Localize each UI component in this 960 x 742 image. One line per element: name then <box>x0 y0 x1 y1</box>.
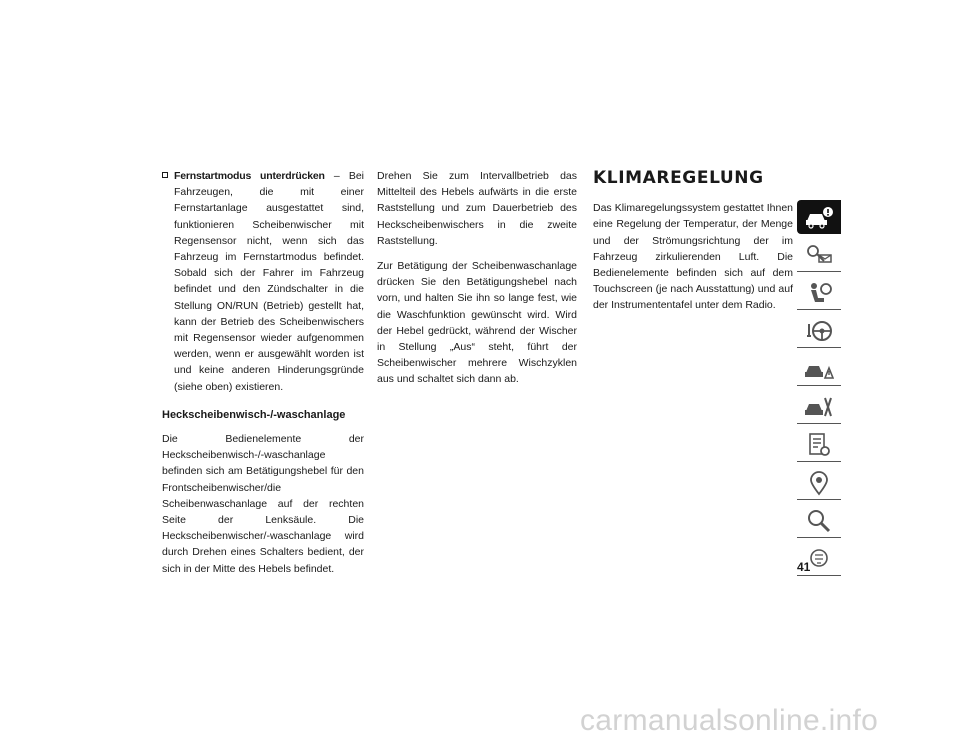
watermark-text: carmanualsonline.info <box>580 704 879 737</box>
subheading-rear-wiper: Heckscheibenwisch-/-waschanlage <box>162 408 346 421</box>
left-column <box>162 168 364 586</box>
section-heading-climate: KLIMAREGELUNG <box>593 168 764 188</box>
chapter-tabs <box>797 200 841 580</box>
search-icon <box>804 508 834 534</box>
checkbox-bullet-icon <box>162 172 168 178</box>
tab-safety[interactable] <box>797 276 841 310</box>
tab-driving[interactable] <box>797 314 841 348</box>
bullet-remote-start <box>162 168 364 395</box>
tab-vehicle-info[interactable] <box>797 200 841 234</box>
climate-paragraph: Das Klimaregelungssystem gestattet Ihnen eine Regelung der Temperatur, der Menge und der Strömungsrichtung der im Fahrzeug zirkulierenden Luft. Die Bedienelemente befinden sich auf dem Touchscreen (je nach Ausstattung) und auf der Instrumententafel unter dem Radio. <box>593 202 793 312</box>
bullet-keyword: Fernstartmodus unterdrücken <box>174 170 325 182</box>
tab-multimedia[interactable] <box>797 466 841 500</box>
tab-specs[interactable] <box>797 428 841 462</box>
car-keys-icon <box>804 242 834 268</box>
page-number: 41 <box>797 560 811 574</box>
steering-wheel-icon <box>804 318 834 344</box>
seat-airbag-icon <box>804 280 834 306</box>
map-pin-icon <box>804 470 834 496</box>
checklist-gear-icon <box>804 432 834 458</box>
right-column <box>593 166 793 323</box>
car-tools-icon <box>804 394 834 420</box>
washer-paragraph: Zur Betätigung der Scheibenwaschanlage drücken Sie den Betätigungshebel nach vorn, und halten Sie ihn so lange fest, wie die Waschfunktion gewünscht wird. Wird der Hebel gedrückt, während der Wischer in Stellung „Aus“ steht, führt der Scheibenwischer mehrere Wischzyklen aus und schaltet sich dann ab. <box>377 260 577 386</box>
tab-emergency[interactable] <box>797 352 841 386</box>
car-info-icon <box>804 204 834 230</box>
rear-wiper-paragraph: Die Bedienelemente der Heckscheibenwisch-/-waschanlage befinden sich am Betätigungshebel für den Frontscheibenwischer/die Scheibenwaschanlage auf der rechten Seite der Lenksäule. Die Heckscheibenwischer/-waschanlage wird durch Drehen eines Schalters bedient, der sich in der Mitte des Hebels befindet. <box>162 433 364 575</box>
tab-keys[interactable] <box>797 238 841 272</box>
tab-search[interactable] <box>797 504 841 538</box>
middle-column <box>377 168 577 397</box>
car-warning-icon <box>804 356 834 382</box>
interval-paragraph: Drehen Sie zum Intervallbetrieb das Mittelteil des Hebels aufwärts in die erste Raststellung und zum Dauerbetrieb des Heckscheibenwischers in die zweite Raststellung. <box>377 170 577 247</box>
bullet-text: – Bei Fahrzeugen, die mit einer Fernstartanlage ausgestattet sind, funktionieren Scheibenwischer mit Regensensor nicht, wenn sich das Fahrzeug im Fernstartmodus befindet. Sobald sich der Fahrer im Fahrzeug befindet und den Zündschalter in die Stellung ON/RUN (Betrieb) gestellt hat, kann der Betrieb des Scheibenwischers mit Regensensor wieder aufgenommen werden, wenn er ausgewählt worden ist und keine anderen Hinderungsgründe (siehe oben) existieren. <box>174 170 364 393</box>
tab-service[interactable] <box>797 390 841 424</box>
